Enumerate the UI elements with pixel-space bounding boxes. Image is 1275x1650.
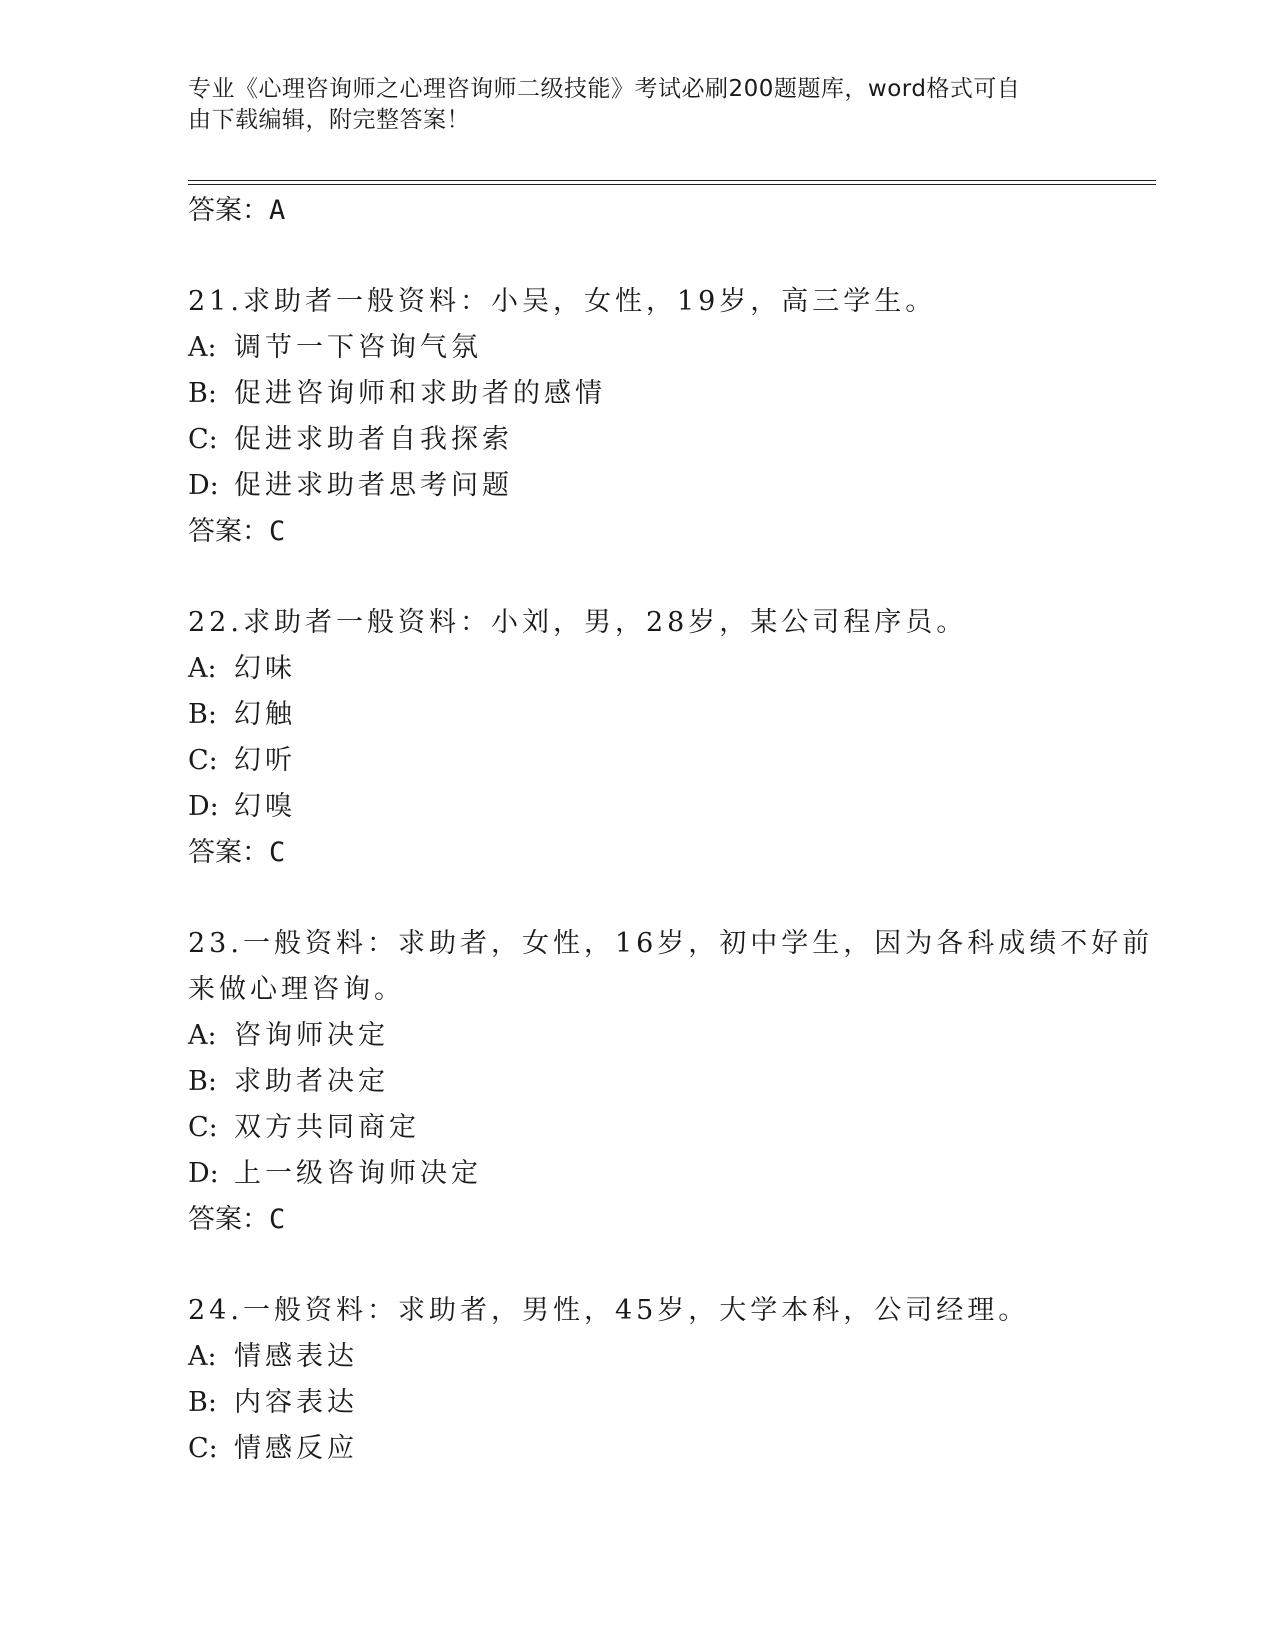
question-item bbox=[188, 921, 1154, 1243]
question-spacer bbox=[188, 876, 1088, 921]
option-text: 求助者决定 bbox=[234, 1066, 389, 1097]
option-item bbox=[188, 1380, 1088, 1426]
option-key: A: bbox=[188, 653, 217, 684]
answer-label: 答案： bbox=[188, 837, 269, 868]
header-divider bbox=[188, 180, 1156, 185]
option-item bbox=[188, 646, 1088, 692]
option-item bbox=[188, 417, 1088, 463]
answer-value: C bbox=[269, 1204, 286, 1235]
option-key: C: bbox=[188, 1433, 218, 1464]
answer-value: C bbox=[269, 837, 286, 868]
option-key: A: bbox=[188, 1341, 217, 1372]
option-text: 幻嗅 bbox=[234, 791, 296, 822]
answer-line bbox=[188, 1197, 1088, 1243]
option-text: 内容表达 bbox=[234, 1387, 358, 1418]
answer-label: 答案： bbox=[188, 195, 269, 226]
option-key: C: bbox=[188, 1112, 218, 1143]
option-key: B: bbox=[188, 699, 217, 730]
option-item bbox=[188, 463, 1088, 509]
question-stem: 来做心理咨询。 bbox=[188, 974, 405, 1005]
option-key: D: bbox=[188, 1158, 219, 1189]
option-text: 促进求助者思考问题 bbox=[234, 470, 513, 501]
option-text: 促进求助者自我探索 bbox=[234, 424, 513, 455]
question-stem: 23.一般资料：求助者，女性，16岁，初中学生，因为各科成绩不好前 bbox=[188, 928, 1154, 959]
option-item bbox=[188, 1426, 1088, 1472]
option-item bbox=[188, 1105, 1088, 1151]
option-key: A: bbox=[188, 1020, 217, 1051]
option-text: 情感表达 bbox=[234, 1341, 358, 1372]
option-key: D: bbox=[188, 791, 219, 822]
option-key: B: bbox=[188, 1387, 217, 1418]
answer-label: 答案： bbox=[188, 516, 269, 547]
option-key: C: bbox=[188, 745, 218, 776]
option-item bbox=[188, 325, 1088, 371]
question-stem: 22.求助者一般资料：小刘，男，28岁，某公司程序员。 bbox=[188, 607, 968, 638]
option-text: 情感反应 bbox=[234, 1433, 358, 1464]
question-spacer bbox=[188, 1243, 1088, 1288]
option-text: 上一级咨询师决定 bbox=[234, 1158, 482, 1189]
option-key: B: bbox=[188, 1066, 217, 1097]
option-text: 幻听 bbox=[234, 745, 296, 776]
document-header bbox=[188, 74, 1088, 136]
option-item bbox=[188, 738, 1088, 784]
option-text: 调节一下咨询气氛 bbox=[234, 332, 482, 363]
option-text: 双方共同商定 bbox=[234, 1112, 420, 1143]
option-item bbox=[188, 1059, 1088, 1105]
option-item bbox=[188, 1013, 1088, 1059]
question-stem: 21.求助者一般资料：小吴，女性，19岁，高三学生。 bbox=[188, 286, 937, 317]
question-item bbox=[188, 600, 1088, 876]
header-line-2: 由下载编辑，附完整答案！ bbox=[188, 107, 470, 133]
answer-line bbox=[188, 830, 1088, 876]
option-text: 咨询师决定 bbox=[234, 1020, 389, 1051]
answer-line bbox=[188, 188, 1088, 234]
option-item bbox=[188, 1334, 1088, 1380]
option-text: 促进咨询师和求助者的感情 bbox=[234, 378, 606, 409]
answer-value: A bbox=[269, 195, 286, 226]
option-key: C: bbox=[188, 424, 218, 455]
question-item bbox=[188, 279, 1088, 555]
answer-value: C bbox=[269, 516, 286, 547]
question-list bbox=[188, 188, 1154, 1472]
questions-container bbox=[188, 234, 1154, 1472]
answer-label: 答案： bbox=[188, 1204, 269, 1235]
option-key: B: bbox=[188, 378, 217, 409]
option-item bbox=[188, 371, 1088, 417]
option-item bbox=[188, 784, 1088, 830]
header-line-1: 专业《心理咨询师之心理咨询师二级技能》考试必刷200题题库，word格式可自 bbox=[188, 76, 1021, 102]
option-text: 幻触 bbox=[234, 699, 296, 730]
question-spacer bbox=[188, 555, 1088, 600]
option-item bbox=[188, 1151, 1088, 1197]
question-stem: 24.一般资料：求助者，男性，45岁，大学本科，公司经理。 bbox=[188, 1295, 1030, 1326]
answer-line bbox=[188, 509, 1088, 555]
option-item bbox=[188, 692, 1088, 738]
question-item bbox=[188, 1288, 1088, 1472]
option-text: 幻味 bbox=[234, 653, 296, 684]
option-key: A: bbox=[188, 332, 217, 363]
question-spacer bbox=[188, 234, 1088, 279]
option-key: D: bbox=[188, 470, 219, 501]
